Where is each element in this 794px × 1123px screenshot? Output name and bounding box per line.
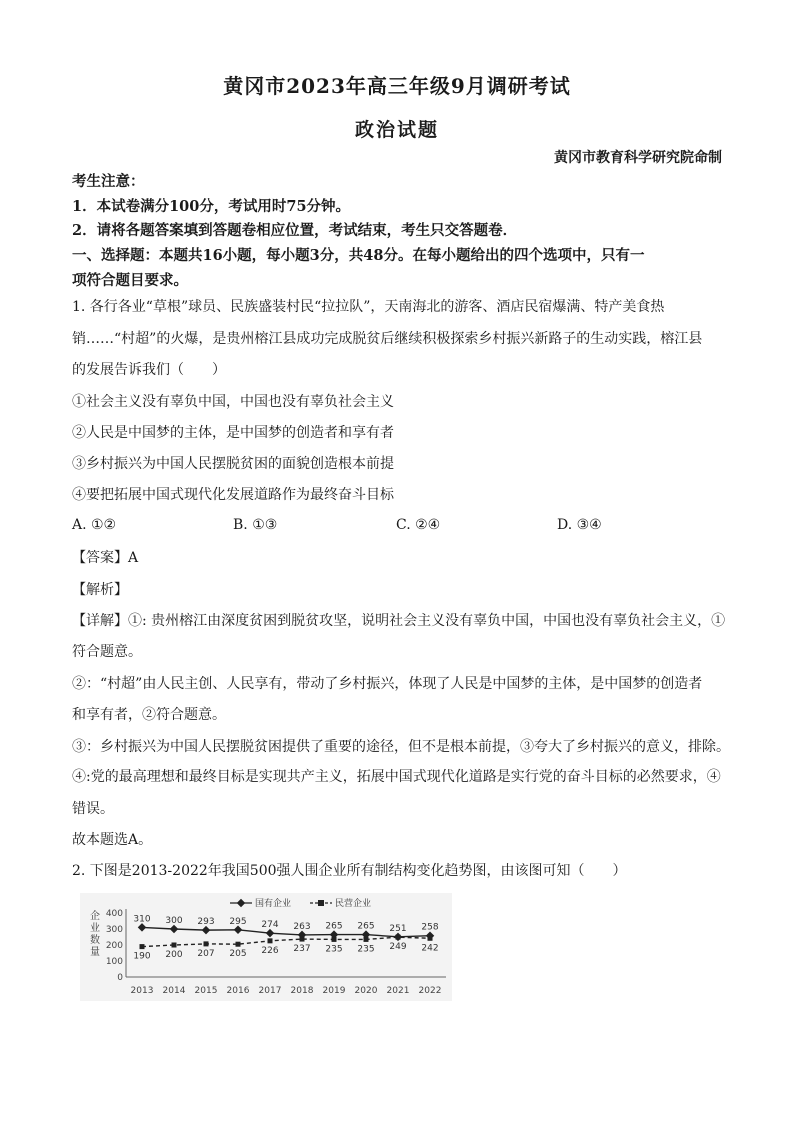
data-label: 295 <box>229 916 247 927</box>
legend-label-1: 国有企业 <box>255 899 292 909</box>
data-point-diamond <box>202 926 210 934</box>
x-tick-label: 2020 <box>354 986 378 996</box>
data-point-square <box>332 937 337 942</box>
data-label: 274 <box>261 920 279 931</box>
data-label: 251 <box>389 923 407 934</box>
legend-label-2: 民营企业 <box>335 899 372 909</box>
data-label: 200 <box>165 950 183 960</box>
q1-detail-1b: 符合题意。 <box>72 644 142 660</box>
q1-answer: 【答案】A <box>72 550 139 566</box>
data-point-square <box>236 942 241 947</box>
exam-subtitle: 政治试题 <box>354 119 439 141</box>
data-point-square <box>172 943 177 948</box>
trend-chart-svg <box>80 893 452 1001</box>
data-label: 249 <box>389 942 407 953</box>
q1-detail-4a: ④:党的最高理想和最终目标是实现共产主义，拓展中国式现代化道路是实行党的奋斗目标的必然要求，④ <box>72 769 721 785</box>
y-axis-label-char: 数 <box>90 935 100 946</box>
x-tick-label: 2022 <box>418 986 442 996</box>
data-label: 207 <box>197 948 215 959</box>
data-point-square <box>428 936 433 941</box>
section-heading-line-1: 一、选择题：本题共16小题，每小题3分，共48分。在每小题给出的四个选项中，只有一 <box>72 247 645 264</box>
q1-detail-3: ③：乡村振兴为中国人民摆脱贫困提供了重要的途径，但不是根本前提，③夸大了乡村振兴的意义，排除。 <box>72 739 730 755</box>
data-label: 263 <box>293 921 311 932</box>
series-line-2 <box>142 937 430 946</box>
data-point-square <box>300 937 305 942</box>
legend-marker-square <box>318 900 324 906</box>
data-label: 237 <box>293 944 311 955</box>
q1-detail-4b: 错误。 <box>72 801 114 817</box>
x-tick-label: 2015 <box>194 986 218 996</box>
series-line-1 <box>142 927 430 936</box>
data-label: 300 <box>165 916 183 926</box>
q1-statement-4: ④要把拓展中国式现代化发展道路作为最终奋斗目标 <box>72 487 394 503</box>
q1-detail-2b: 和享有者，②符合题意。 <box>72 707 226 723</box>
data-point-square <box>140 944 145 949</box>
x-tick-label: 2021 <box>386 986 410 996</box>
data-label: 265 <box>325 921 343 932</box>
data-label: 235 <box>357 944 375 955</box>
y-tick-label: 200 <box>105 941 123 951</box>
data-label: 293 <box>197 917 215 928</box>
notice-item-2: 2．请将各题答案填到答题卷相应位置，考试结束，考生只交答题卷． <box>72 222 518 239</box>
q1-option-b: B. ①③ <box>233 517 278 533</box>
q1-conclusion: 故本题选A。 <box>72 832 153 848</box>
q1-statement-2: ②人民是中国梦的主体，是中国梦的创造者和享有者 <box>72 425 394 441</box>
x-tick-label: 2018 <box>290 986 314 996</box>
data-point-square <box>268 938 273 943</box>
q1-detail-1a: 【详解】①: 贵州榕江由深度贫困到脱贫攻坚，说明社会主义没有辜负中国，中国也没有辜负社会主义，① <box>72 613 726 629</box>
section-heading-line-2: 项符合题目要求。 <box>72 272 188 289</box>
data-point-square <box>204 941 209 946</box>
q1-stem-line-3: 的发展告诉我们（ ） <box>72 362 226 378</box>
data-label: 205 <box>229 949 247 960</box>
exam-title: 黄冈市2023年高三年级9月调研考试 <box>223 74 571 98</box>
data-point-square <box>396 935 401 940</box>
q1-statement-3: ③乡村振兴为中国人民摆脱贫困的面貌创造根本前提 <box>72 456 394 472</box>
x-tick-label: 2014 <box>162 986 186 996</box>
y-axis-label-char: 企 <box>90 911 100 922</box>
data-point-diamond <box>138 923 146 931</box>
q1-stem-line-1: 1. 各行各业“草根”球员、民族盛装村民“拉拉队”，天南海北的游客、酒店民宿爆满、特产美食热 <box>72 299 665 315</box>
data-label: 242 <box>421 943 439 954</box>
x-tick-label: 2013 <box>130 986 154 996</box>
notice-item-1: 1．本试卷满分100分，考试用时75分钟。 <box>72 198 351 215</box>
data-point-square <box>364 937 369 942</box>
q1-statement-1: ①社会主义没有辜负中国，中国也没有辜负社会主义 <box>72 394 394 410</box>
data-point-diamond <box>234 926 242 934</box>
y-tick-label: 400 <box>105 909 123 919</box>
q1-option-c: C. ②④ <box>396 517 441 533</box>
data-point-diamond <box>266 929 274 937</box>
q1-stem-line-2: 销……“村超”的火爆，是贵州榕江县成功完成脱贫后继续积极探索乡村振兴新路子的生动实践，榕江县 <box>72 331 703 347</box>
y-tick-label: 0 <box>117 973 123 983</box>
q1-analysis-heading: 【解析】 <box>72 582 128 598</box>
trend-chart <box>80 893 452 1001</box>
data-label: 190 <box>133 951 151 962</box>
data-label: 235 <box>325 944 343 955</box>
x-tick-label: 2017 <box>258 986 282 996</box>
legend-marker-diamond <box>237 899 245 907</box>
data-label: 258 <box>421 922 439 933</box>
q1-detail-2a: ②：“村超”由人民主创、人民享有，带动了乡村振兴，体现了人民是中国梦的主体，是中国梦的创造者 <box>72 676 703 692</box>
data-label: 310 <box>133 914 151 925</box>
data-label: 265 <box>357 921 375 932</box>
y-axis-label-char: 量 <box>90 947 100 958</box>
y-tick-label: 300 <box>105 925 123 935</box>
q2-stem: 2. 下图是2013-2022年我国500强人围企业所有制结构变化趋势图，由该图可知（ ） <box>72 863 627 879</box>
q1-option-d: D. ③④ <box>557 517 602 533</box>
x-tick-label: 2019 <box>322 986 346 996</box>
x-tick-label: 2016 <box>226 986 250 996</box>
notice-heading: 考生注意： <box>72 173 145 190</box>
q1-option-a: A. ①② <box>72 517 117 533</box>
y-axis-label-char: 业 <box>90 923 100 934</box>
data-point-diamond <box>170 925 178 933</box>
data-label: 226 <box>261 945 279 956</box>
author-line: 黄冈市教育科学研究院命制 <box>554 150 722 166</box>
y-tick-label: 100 <box>105 957 123 967</box>
